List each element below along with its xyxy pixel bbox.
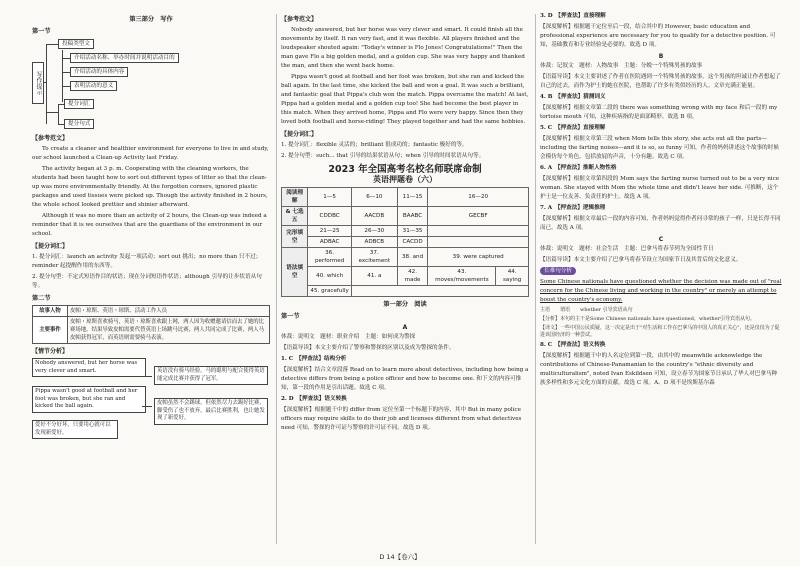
answer-cell: 45. gracefully	[308, 286, 352, 297]
passage-letter: B	[658, 53, 664, 60]
question-analysis: 【深度解析】根据文章第二段的 there was something wrong with my face 和后一段的 my tortoise mouth 可知，这种疾病指的是面部畸形。故选 B 项。	[540, 105, 778, 120]
question-analysis: 【深度解析】根据文章第三段 when Mom tells this story, she acts out all the parts—including the farting noises—and it is so, so funny 可知，作者的妈妈讲述这个故事的时候会模仿每个角色，包括放屁的声音，十分有趣。故选 C 项。	[540, 136, 779, 160]
essay-paragraph: Nobody answered, but her horse was very clever and smart. It could finish all the movements by itself. It ran very fast, and it was flexible. All players finished and the loudspeaker shouted again: "Today's winner is Flo Jones! Congratulations!" Then the man gave Flo a big golden medal, and a golden cup. She was very happy and thanked the man, and then she went back home.	[281, 27, 525, 69]
answer-cell: ADBAC	[308, 237, 352, 248]
passage-letter: A	[402, 324, 408, 331]
plot-box: Pippa wasn't good at football and her foot was broken, but she ran and kicked the ball again.	[32, 386, 146, 413]
essay-paragraph: To create a cleaner and healthier environment for everyone to live in and study, our school launched a Clean-up Activity last Friday.	[32, 146, 269, 161]
table-row	[282, 267, 529, 286]
passage-intro: 【语篇导读】本文主要介绍了警察和警探的区别以及成为警探的条件。	[281, 345, 455, 351]
answer-cell: CDDBC	[308, 207, 352, 226]
passage-letter: C	[658, 236, 664, 243]
answer-cell: BAABC	[397, 207, 428, 226]
question-analysis: 【深度解析】根据题干中的 differ from 定位至第一个标题下的内容，其中 But in many police officers may require skills to do their job and licenses different from what detectives need 可知，警探的许可证与警察的许可证不同。故选 D 项。	[281, 407, 522, 431]
plot-note: 皮帕虽然不会踢球，但依然尽力去踢好比赛，脚受伤了也不放弃，最后比赛胜利，也让她发现了新爱好。	[154, 398, 268, 425]
passage-intro: 【语篇导读】本文主要介绍了巴拿马将春节设立为国家节日及其背后的文化意义。	[540, 257, 742, 263]
upgrade-syntax: 2. 提分句型：such... that 引导的结果状语从句；when 引导的时间状语从句等。	[281, 153, 485, 159]
question-title: 2. D 【押查法】语义转换	[281, 396, 347, 402]
answer-cell: 36. performed	[308, 248, 352, 267]
upgrade-vocab: 1. 提分词汇：flexible 灵活的；brilliant 很成功的；fantastic 极好的等。	[281, 142, 468, 148]
writing-tips-tree	[32, 38, 270, 130]
column-divider	[535, 14, 536, 544]
answer-cell	[351, 286, 528, 297]
plot-box: Nobody answered, but her horse was very clever and smart.	[32, 358, 146, 377]
right-column	[540, 12, 782, 544]
answer-cell	[428, 226, 529, 237]
essay-paragraph: Pippa wasn't good at football and her foot was broken, but she ran and kicked the ball again. In the last time, she kicked the ball and won a goal. It was such a brilliant, and fantastic goal that Pippa's club won the match. Pippa overcame the match! At last, Pippa had a golden medal and a golden cup too! She had become the best player in this match. When they arrived home, Pippa and Flo were very happy. Since then they loved both football and horse-riding! They played together and had the same hobbies.	[281, 74, 529, 125]
essay-paragraph: The activity began at 3 p. m. Cooperating with the cleaning workers, the students had been taught how to sort out different types of litter so that the clean-up was more environmentally friendly. At the forgotten corners, ignored plastic packages and used tissues were picked up. Though the activity finished in 2 hours, the whole school looked prettier and shinier afterward.	[32, 166, 268, 208]
sentence-annotation: 【分析】本句的主干是Some Chinese nationals have questioned，whether引导宾语从句。	[540, 316, 755, 322]
middle-column	[281, 12, 529, 544]
table-row	[282, 207, 529, 226]
paper-title: 2023 年全国高考名校名师联席命制	[328, 164, 482, 175]
question-analysis: 【深度解析】根据题干定位至后一段，结合其中的 However, basic education and professional experience are necessary for you to qualify for a detective position. 可知，基础教育和专业经验是必要的。故选 D 项。	[540, 24, 776, 48]
row-label: 语法填空	[282, 248, 308, 297]
answer-cell: 37. excitement	[351, 248, 397, 267]
story-table	[32, 305, 270, 344]
plot-analysis-header: 【情节分析】	[32, 348, 69, 355]
story-value: 皮帕・琼斯、英语・琼斯、活动工作人员	[68, 306, 270, 317]
table-row	[282, 237, 529, 248]
part-title: 第三部分 写作	[129, 16, 173, 23]
row-label: & 七选五	[282, 207, 308, 226]
question-title: 1. C 【押查法】结构分析	[281, 356, 347, 362]
answer-cell	[428, 237, 529, 248]
upgrade-header: 【提分词汇】	[281, 131, 318, 138]
tree-node: 提分句式	[64, 119, 94, 129]
upgrade-header: 【提分词汇】	[32, 243, 69, 250]
paper-subtitle: 英语押题卷（六）	[373, 175, 437, 184]
table-row	[282, 248, 529, 267]
row-label: 完形填空	[282, 226, 308, 248]
story-key: 主要事件	[33, 317, 68, 344]
answer-cell: 31—35	[397, 226, 428, 237]
answer-cell: 11—15	[397, 188, 428, 207]
question-title: 7. A 【押查法】逻辑推理	[540, 205, 606, 211]
question-title: 6. A 【押查法】推断人物性格	[540, 165, 617, 171]
plot-box: 爱好不分好坏，只要用心就可以发现新爱好。	[32, 420, 118, 439]
answer-cell: ADBCB	[351, 237, 397, 248]
sample-essay-header: 【参考范文】	[281, 16, 318, 23]
passage-meta: 体裁：说明文 题材：职业介绍 主题：如何成为警探	[281, 334, 416, 340]
question-analysis: 【深度解析】根据文章第四段的 Mom says the farting nurse turned out to be a very nice woman. She stayed with Mom the whole time and didn't leave her side. 可推断，这个护士是一位友善、负责任的护士。故选 A 项。	[540, 176, 780, 200]
answer-cell: AACDB	[351, 207, 397, 226]
answer-cell: CACDD	[397, 237, 428, 248]
answer-cell: 39. were captured	[428, 248, 529, 267]
essay-paragraph: Although it was no more than an activity of 2 hours, the Clean-up was indeed a reminder that it is we ourselves that are the guardians of the environment in our school.	[32, 213, 267, 237]
question-analysis: 【深度解析】根据文章最后一段的内容可知，作者妈妈觉得作者问寻常的孩子一样，只是长得不同而已。故选 A 项。	[540, 216, 781, 231]
left-column	[32, 12, 270, 544]
table-row	[33, 306, 270, 317]
answer-cell: 43. moves/movements	[428, 267, 496, 286]
tree-root: 写作提示	[32, 62, 44, 104]
tree-node: 表明活动的意义	[70, 81, 117, 91]
passage-intro: 【语篇导读】本文主要讲述了作者在医院遇到一个特殊男孩的故事。这个男孩的坦诚让作者想起了自己的过去，而作为护士的她在医院，也帮助了许多有类似经历的人。文章充满正能量。	[540, 74, 781, 89]
long-sentence-badge: 长难句分析	[540, 267, 576, 275]
table-row	[282, 286, 529, 297]
upgrade-vocab: 1. 提分词汇：launch an activity 发起一项活动；sort out 挑出；no more than 只不过；reminder 起提醒作用的东西等。	[32, 254, 262, 269]
long-sentence: Some Chinese nationals have questioned whether the decision was made out of "real concern for the Chinese living and working in the country" or merely an attempt to boost the country's economy.	[540, 279, 782, 303]
answer-cell: 26—30	[351, 226, 397, 237]
passage-meta: 体裁：说明文 题材：社会生活 主题：巴拿马将春节列为全国性节日	[540, 246, 714, 252]
sentence-translation: 【译文】一些中国公民质疑，这一决定是出于"对生活和工作在巴拿马的中国人的真正关心"，还是仅仅为了促进该国经济的一种尝试。	[540, 325, 780, 338]
long-sentence-badge-wrap	[540, 267, 782, 276]
section-heading: 第一节	[281, 313, 300, 320]
answer-cell: 16—20	[428, 188, 529, 207]
question-title: 5. C 【押查法】直接理解	[540, 125, 606, 131]
answer-cell: 44. saying	[496, 267, 529, 286]
page-footer: D 14【卷六】	[379, 553, 421, 561]
table-row	[282, 226, 529, 237]
section-heading: 第二节	[32, 295, 51, 302]
question-analysis: 【深度解析】根据题干中的人名定位到第一段，由其中的 meanwhile acknowledge the contributions of Chinese-Panamanian to the country's "ethnic diversity and multiculturalism", noted Ivan Eskildsen 可知，设立春节为国家节日承认了华人对巴拿马种族多样性和多元文化方面的贡献。故选 C 项。A、D 项不是埃斯基尔森	[540, 353, 778, 386]
question-title: 3. D 【押查法】直接理解	[540, 13, 606, 19]
answer-cell: 40. which	[308, 267, 352, 286]
question-analysis: 【深度解析】结合文章段落 Read on to learn more about detectives, including how being a detective differs from being a police officer and how to become one. 和下文的内容可推知，第一段的作用是引出话题。故选 C 项。	[281, 367, 529, 391]
plot-diagram	[32, 358, 270, 448]
answer-cell: 41. a	[351, 267, 397, 286]
story-key: 故事人物	[33, 306, 68, 317]
section-heading: 第一节	[32, 28, 51, 35]
tree-node: 介绍活动名称、举办时间并说明活动目的	[70, 53, 179, 63]
story-value: 皮帕・琼斯喜欢骑马，英语・琼斯喜欢跟上网，两人因为收赠邀请信而去了她的比赛场地。结果导致皮帕需要代替英语上场跳马比赛，两人共同完成了比赛，两人马皮帕获得冠军，而英语则需要骑马表演。	[68, 317, 270, 344]
question-title: 8. C 【押查法】语义转换	[540, 342, 606, 348]
part-heading: 第一部分 阅读	[383, 301, 427, 308]
upgrade-syntax: 2. 提分句型：不定式短语作目的状语；现在分词短语作状语；although 引导的让步状语从句等。	[32, 274, 262, 289]
table-row	[282, 188, 529, 207]
row-label: 阅读理解	[282, 188, 308, 207]
answer-cell: 1—5	[308, 188, 352, 207]
sample-essay-header: 【参考范文】	[32, 135, 69, 142]
answer-cell: GECBF	[428, 207, 529, 226]
answer-cell: 38. and	[397, 248, 428, 267]
sentence-annotation: 主语 谓语 whether 引导宾语从句	[540, 307, 633, 313]
question-title: 4. B 【押查法】猜测词义	[540, 94, 606, 100]
tree-node: 提分词汇	[64, 99, 94, 109]
tree-node: 介绍活动的具体内容	[70, 67, 128, 77]
column-divider	[276, 14, 277, 544]
table-row	[33, 317, 270, 344]
plot-note: 英语没有骑马经验，马的聪明与配合使得英语能完成比赛并获得了冠军。	[154, 366, 268, 385]
answer-cell: 42. made	[397, 267, 428, 286]
answer-cell: 21—25	[308, 226, 352, 237]
answer-cell: 6—10	[351, 188, 397, 207]
tree-node: 投稿类型文	[58, 39, 94, 49]
passage-meta: 体裁：记叙文 题材：人物故事 主题：分娩一个特殊男孩的故事	[540, 63, 703, 69]
answer-key-table	[281, 187, 529, 297]
